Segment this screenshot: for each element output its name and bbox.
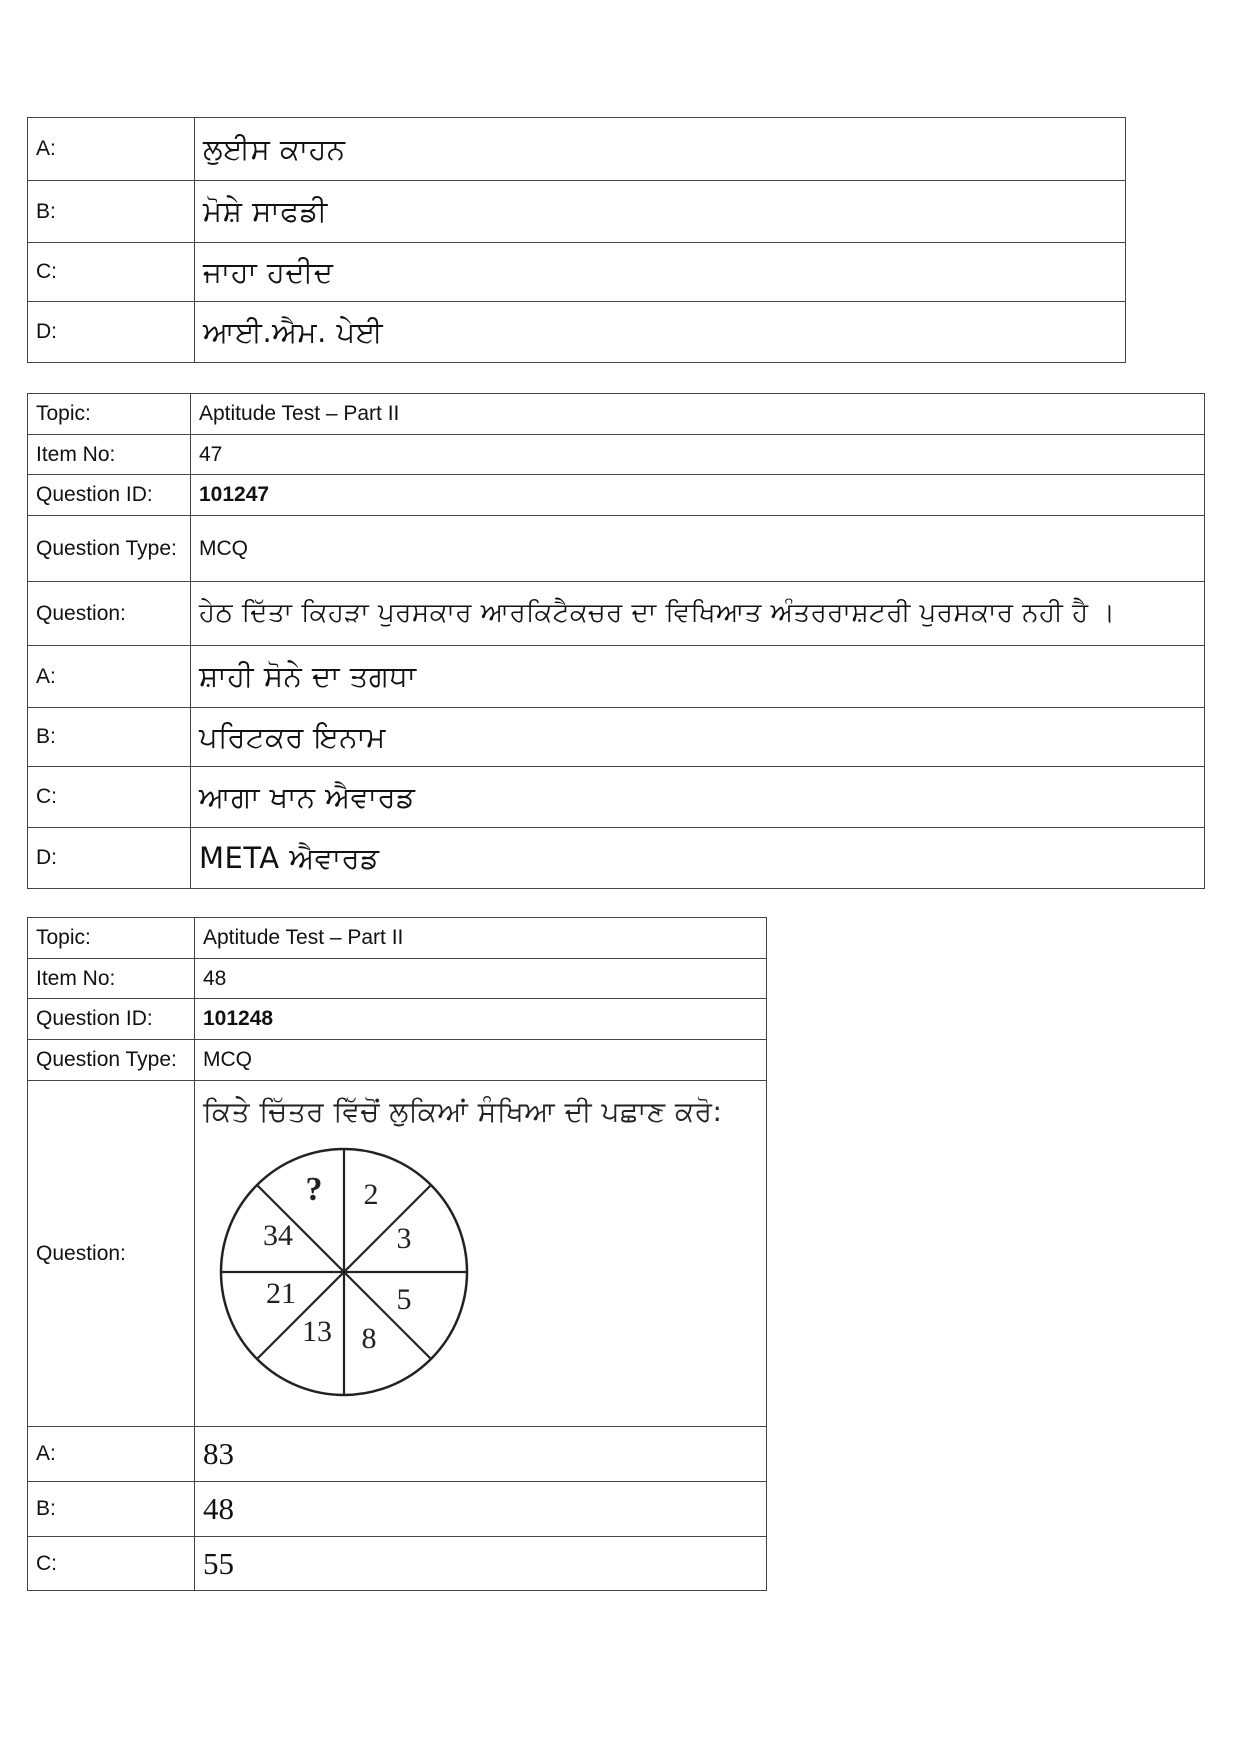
item-no-label: Item No: [28, 435, 191, 475]
question-47-table [27, 393, 1205, 889]
option-label: A: [28, 1427, 195, 1482]
option-row-c [28, 767, 1205, 828]
item-no-row [28, 435, 1205, 475]
item-no-label: Item No: [28, 959, 195, 999]
question-46-options-table [27, 117, 1126, 363]
question-id-value: 101247 [191, 475, 1205, 516]
option-row-a [28, 646, 1205, 708]
option-row-a [28, 1427, 767, 1482]
option-label: B: [28, 1482, 195, 1537]
option-label: C: [28, 243, 195, 302]
option-text: 55 [195, 1537, 767, 1591]
option-label: B: [28, 181, 195, 243]
option-row-c [28, 243, 1126, 302]
question-label: Question: [28, 1081, 195, 1427]
option-label: C: [28, 767, 191, 828]
option-text: ਆਈ.ਐਮ. ਪੇਈ [195, 302, 1126, 363]
option-row-b [28, 1482, 767, 1537]
item-no-value: 47 [191, 435, 1205, 475]
option-row-c [28, 1537, 767, 1591]
question-cell [195, 1081, 767, 1427]
wheel-number-21: 21 [266, 1277, 296, 1310]
option-label: B: [28, 708, 191, 767]
option-row-d [28, 302, 1126, 363]
option-label: C: [28, 1537, 195, 1591]
topic-value: Aptitude Test – Part II [195, 918, 767, 959]
option-text: ਮੋਸ਼ੇ ਸਾਫਡੀ [195, 181, 1126, 243]
wheel-number-5: 5 [396, 1283, 412, 1316]
option-label: D: [28, 302, 195, 363]
option-text: ਲੁਈਸ ਕਾਹਨ [195, 118, 1126, 181]
option-text: META ਐਵਾਰਡ [191, 828, 1205, 889]
option-text: 83 [195, 1427, 767, 1482]
option-label: D: [28, 828, 191, 889]
question-text: ਹੇਠ ਦਿੱਤਾ ਕਿਹੜਾ ਪੁਰਸਕਾਰ ਆਰਕਿਟੈਕਚਰ ਦਾ ਵਿਖਿਆਤ ਅੰਤਰਰਾਸ਼ਟਰੀ ਪੁਰਸਕਾਰ ਨਹੀ ਹੈ । [191, 582, 1205, 646]
option-label: A: [28, 118, 195, 181]
question-type-label: Question Type: [28, 1040, 195, 1081]
topic-value: Aptitude Test – Part II [191, 394, 1205, 435]
topic-label: Topic: [28, 918, 195, 959]
wheel-question-mark: ? [305, 1171, 323, 1208]
wheel-number-2: 2 [363, 1178, 379, 1211]
option-row-a [28, 118, 1126, 181]
question-row [28, 1081, 767, 1427]
topic-label: Topic: [28, 394, 191, 435]
option-label: A: [28, 646, 191, 708]
topic-row [28, 918, 767, 959]
question-type-value: MCQ [191, 516, 1205, 582]
wheel-number-8: 8 [361, 1322, 377, 1355]
option-text: ਪਰਿਟਕਰ ਇਨਾਮ [191, 708, 1205, 767]
wheel-number-3: 3 [396, 1222, 412, 1255]
option-text: 48 [195, 1482, 767, 1537]
question-text: ਕਿਤੇ ਚਿੱਤਰ ਵਿੱਚੋਂ ਲੁਕਿਆਂ ਸੰਖਿਆ ਦੀ ਪਛਾਣ ਕਰੋ: [203, 1095, 723, 1128]
option-text: ਆਗਾ ਖਾਨ ਐਵਾਰਡ [191, 767, 1205, 828]
question-id-row [28, 475, 1205, 516]
question-id-label: Question ID: [28, 999, 195, 1040]
question-type-label: Question Type: [28, 516, 191, 582]
item-no-row [28, 959, 767, 999]
question-id-value: 101248 [195, 999, 767, 1040]
wheel-number-34: 34 [263, 1219, 293, 1252]
question-id-row [28, 999, 767, 1040]
question-row [28, 582, 1205, 646]
item-no-value: 48 [195, 959, 767, 999]
question-type-row [28, 1040, 767, 1081]
option-row-b [28, 181, 1126, 243]
option-text: ਜਾਹਾ ਹਦੀਦ [195, 243, 1126, 302]
option-row-d [28, 828, 1205, 889]
question-id-label: Question ID: [28, 475, 191, 516]
question-type-value: MCQ [195, 1040, 767, 1081]
topic-row [28, 394, 1205, 435]
question-type-row [28, 516, 1205, 582]
question-48-table [27, 917, 767, 1591]
option-row-b [28, 708, 1205, 767]
wheel-number-13: 13 [302, 1315, 332, 1348]
option-text: ਸ਼ਾਹੀ ਸੋਨੇ ਦਾ ਤਗਧਾ [191, 646, 1205, 708]
number-wheel-figure [209, 1137, 479, 1407]
question-label: Question: [28, 582, 191, 646]
